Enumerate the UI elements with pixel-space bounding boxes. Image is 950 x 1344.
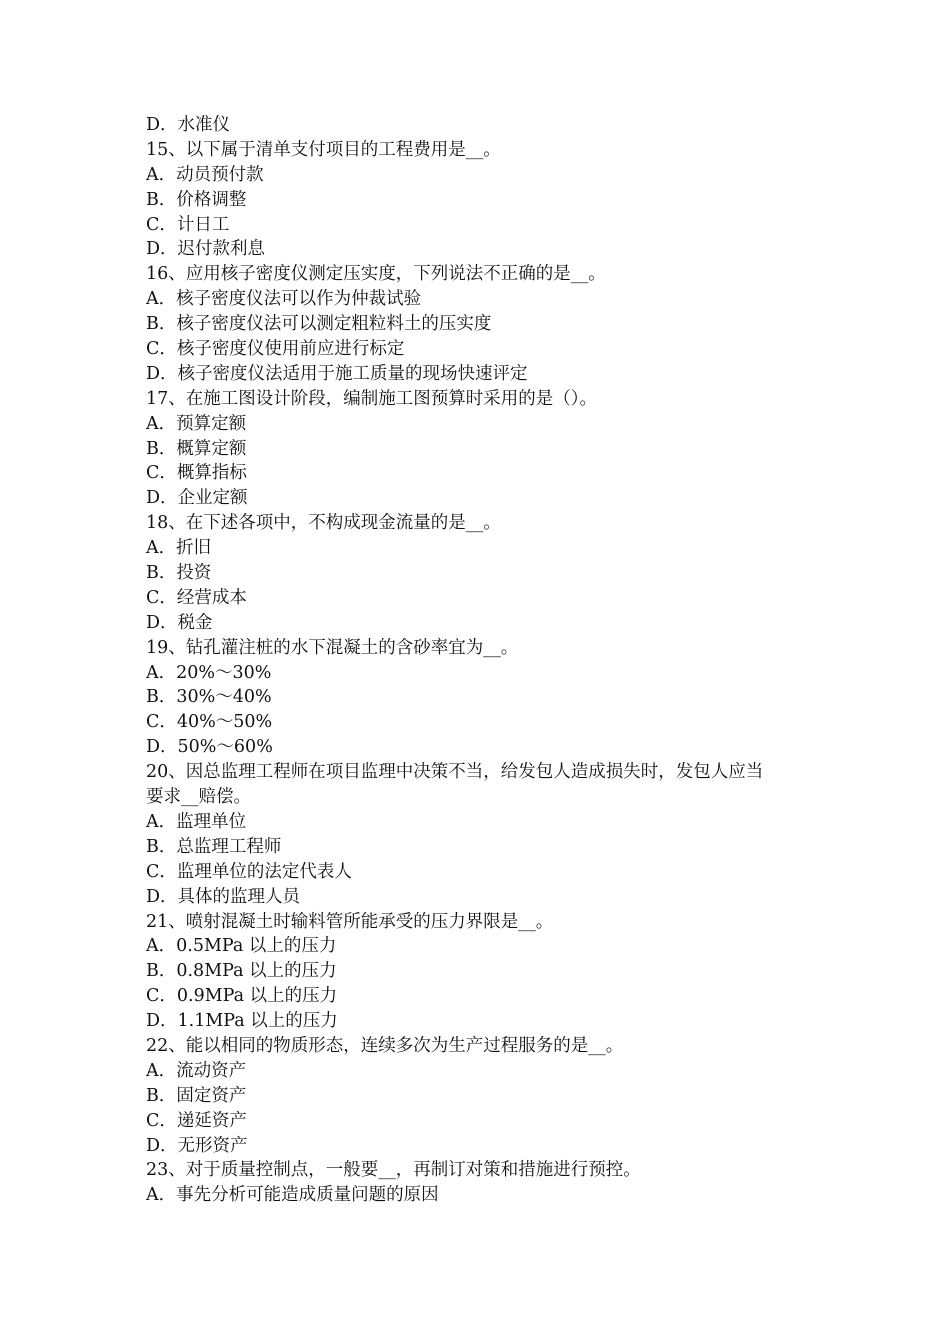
answer-option-a: A．折旧 <box>146 538 212 559</box>
answer-option-c: C．40%～50% <box>146 712 273 733</box>
answer-option-c: C．概算指标 <box>146 463 247 484</box>
answer-option-c: C．递延资产 <box>146 1110 247 1131</box>
answer-option-a: A．事先分析可能造成质量问题的原因 <box>146 1185 439 1206</box>
question-21: 21、喷射混凝土时输料管所能承受的压力界限是__。 <box>146 911 554 932</box>
question-22: 22、能以相同的物质形态，连续多次为生产过程服务的是__。 <box>146 1035 624 1056</box>
answer-option-d: D．企业定额 <box>146 488 248 509</box>
answer-option-a: A．0.5MPa 以上的压力 <box>146 936 337 957</box>
answer-option-b: B．投资 <box>146 563 212 584</box>
question-20: 20、因总监理工程师在项目监理中决策不当，给发包人造成损失时，发包人应当 <box>146 762 764 783</box>
answer-option-a: A．动员预付款 <box>146 164 264 185</box>
answer-option-b: B．30%～40% <box>146 687 272 708</box>
answer-option-b: B．固定资产 <box>146 1085 247 1106</box>
answer-option-c: C．0.9MPa 以上的压力 <box>146 986 338 1007</box>
answer-option-b: B．0.8MPa 以上的压力 <box>146 961 337 982</box>
question-18: 18、在下述各项中，不构成现金流量的是__。 <box>146 513 501 534</box>
document-body <box>146 113 826 1208</box>
answer-option-d: D．50%～60% <box>146 737 273 758</box>
answer-option-c: C．经营成本 <box>146 587 247 608</box>
answer-option-a: A．监理单位 <box>146 811 247 832</box>
answer-option-b: B．概算定额 <box>146 438 247 459</box>
answer-option-d: D．具体的监理人员 <box>146 886 301 907</box>
question-15: 15、以下属于清单支付项目的工程费用是__。 <box>146 139 501 160</box>
answer-option-d: D．税金 <box>146 612 213 633</box>
answer-option-d: D．1.1MPa 以上的压力 <box>146 1011 338 1032</box>
question-23: 23、对于质量控制点，一般要__，再制订对策和措施进行预控。 <box>146 1160 641 1181</box>
question-17: 17、在施工图设计阶段，编制施工图预算时采用的是（）。 <box>146 388 598 409</box>
answer-option-a: A．20%～30% <box>146 662 272 683</box>
answer-option-c: C．监理单位的法定代表人 <box>146 861 352 882</box>
answer-option-d: D．无形资产 <box>146 1135 248 1156</box>
answer-option-c: C．核子密度仪使用前应进行标定 <box>146 339 405 360</box>
question-20-continuation: 要求__赔偿。 <box>146 787 251 808</box>
question-19: 19、钻孔灌注桩的水下混凝土的含砂率宜为__。 <box>146 637 519 658</box>
answer-option-b: B．总监理工程师 <box>146 836 282 857</box>
answer-option-a: A．核子密度仪法可以作为仲裁试验 <box>146 289 422 310</box>
answer-option-b: B．价格调整 <box>146 189 247 210</box>
answer-option-d: D．迟付款利息 <box>146 239 266 260</box>
answer-option-d: D．水准仪 <box>146 115 231 135</box>
answer-option-a: A．流动资产 <box>146 1060 247 1081</box>
answer-option-a: A．预算定额 <box>146 413 247 434</box>
question-16: 16、应用核子密度仪测定压实度，下列说法不正确的是__。 <box>146 264 606 285</box>
answer-option-b: B．核子密度仪法可以测定粗粒料土的压实度 <box>146 314 492 335</box>
answer-option-d: D．核子密度仪法适用于施工质量的现场快速评定 <box>146 363 528 384</box>
answer-option-c: C．计日工 <box>146 214 230 235</box>
